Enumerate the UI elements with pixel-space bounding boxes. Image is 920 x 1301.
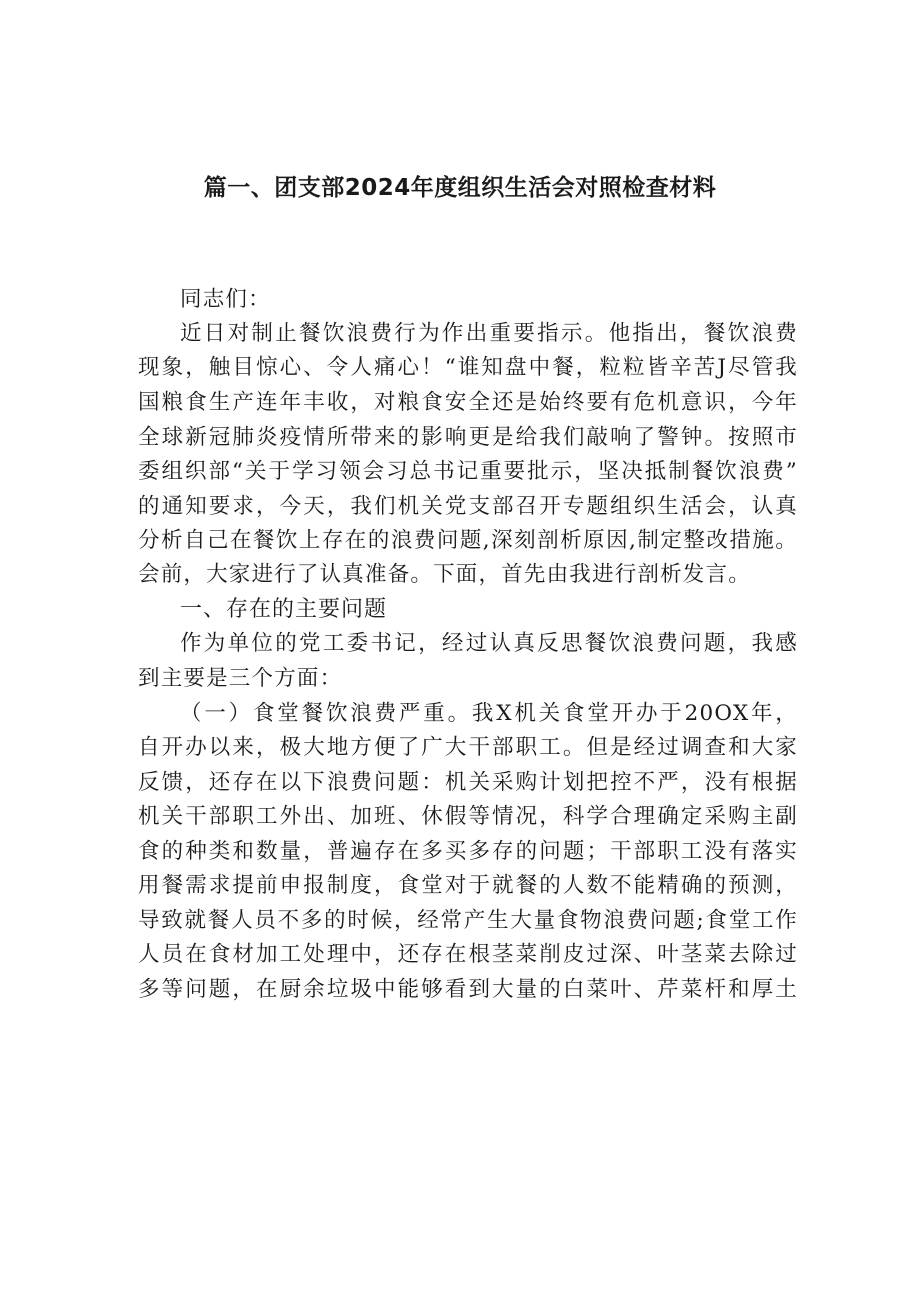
section-heading: 一、存在的主要问题 <box>180 597 388 622</box>
paragraph-line: 现象，触目惊心、令人痛心！“谁知盘中餐，粒粒皆辛苦J尽管我 <box>138 355 798 380</box>
paragraph-line: 机关干部职工外出、加班、休假等情况，科学合理确定采购主副 <box>138 804 798 829</box>
paragraph-line: 全球新冠肺炎疫情所带来的影响更是给我们敲响了警钟。按照市 <box>138 425 798 450</box>
paragraph-line: 多等问题，在厨余垃圾中能够看到大量的白菜叶、芹菜杆和厚土 <box>138 977 798 1002</box>
document-title: 篇一、团支部2024年度组织生活会对照检查材料 <box>203 175 717 201</box>
paragraph-line: 作为单位的党工委书记，经过认真反思餐饮浪费问题，我感 <box>180 631 798 656</box>
paragraph-line: 会前，大家进行了认真准备。下面，首先由我进行剖析发言。 <box>138 562 751 587</box>
paragraph-line: 食的种类和数量，普遍存在多买多存的问题；干部职工没有落实 <box>138 839 798 864</box>
paragraph-line: 国粮食生产连年丰收，对粮食安全还是始终要有危机意识，今年 <box>138 390 798 415</box>
paragraph-line: （一）食堂餐饮浪费严重。我X机关食堂开办于20OX年， <box>180 701 798 726</box>
paragraph-line: 自开办以来，极大地方便了广大干部职工。但是经过调查和大家 <box>138 735 798 760</box>
paragraph-line: 分析自己在餐饮上存在的浪费问题,深刻剖析原因,制定整改措施。 <box>138 528 798 553</box>
paragraph-line: 人员在食材加工处理中，还存在根茎菜削皮过深、叶茎菜去除过 <box>138 942 798 967</box>
paragraph-line: 反馈，还存在以下浪费问题：机关采购计划把控不严，没有根据 <box>138 770 798 795</box>
paragraph-line: 委组织部“关于学习领会习总书记重要批示，坚决抵制餐饮浪费” <box>138 459 798 484</box>
greeting: 同志们： <box>180 287 271 312</box>
paragraph-line: 到主要是三个方面： <box>138 666 343 691</box>
paragraph-line: 导致就餐人员不多的时候，经常产生大量食物浪费问题;食堂工作 <box>138 908 798 933</box>
paragraph-line: 的通知要求，今天，我们机关党支部召开专题组织生活会，认真 <box>138 494 798 519</box>
paragraph-line: 用餐需求提前申报制度，食堂对于就餐的人数不能精确的预测， <box>138 873 798 898</box>
paragraph-line: 近日对制止餐饮浪费行为作出重要指示。他指出，餐饮浪费 <box>180 321 798 346</box>
